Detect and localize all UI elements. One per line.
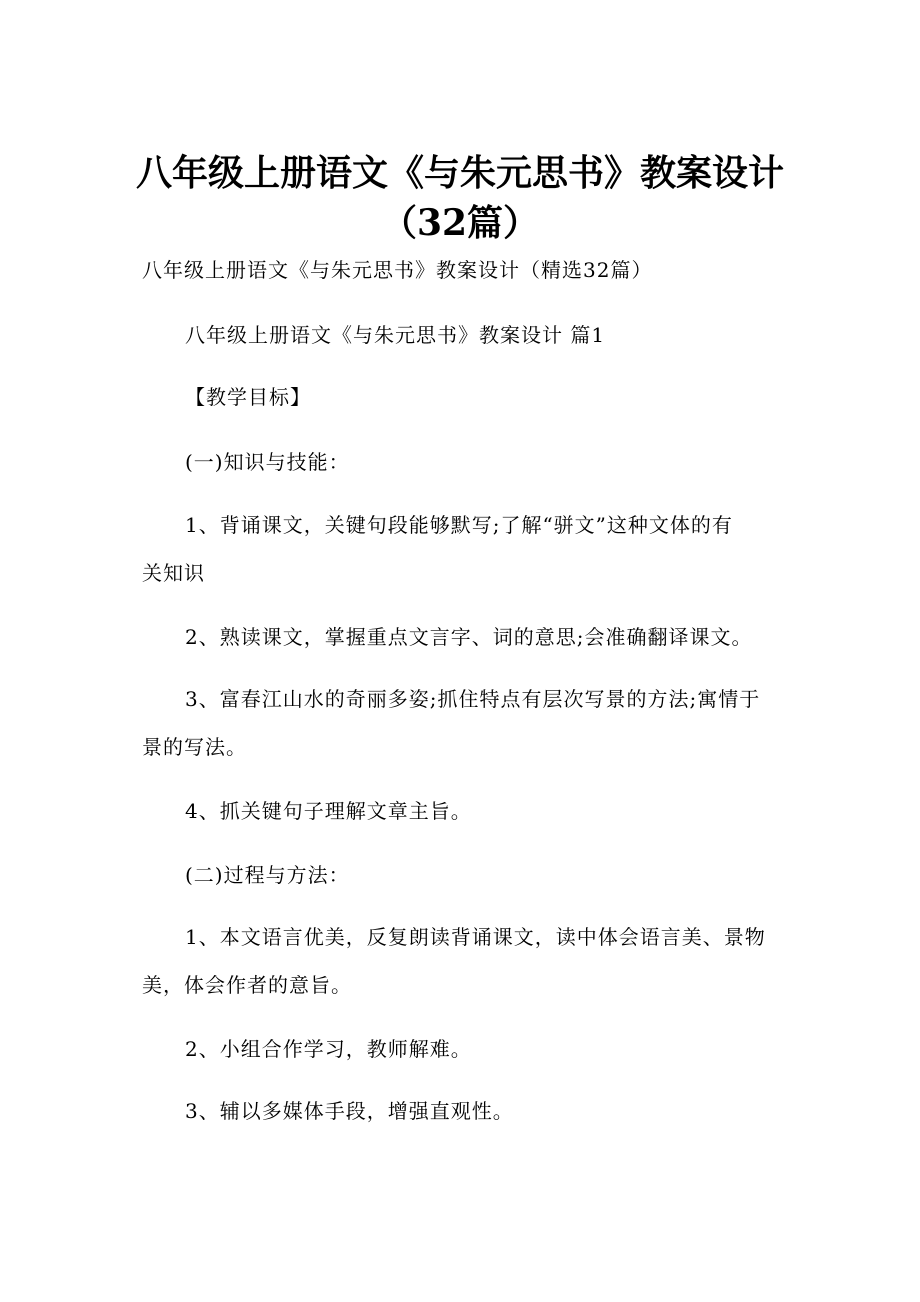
knowledge-heading: (一)知识与技能： xyxy=(185,450,350,474)
process-item-2: 2、小组合作学习，教师解难。 xyxy=(185,1037,472,1061)
knowledge-item-4: 4、抓关键句子理解文章主旨。 xyxy=(185,799,472,823)
document-title-line-1: 八年级上册语文《与朱元思书》教案设计 xyxy=(135,152,784,194)
document-subtitle: 八年级上册语文《与朱元思书》教案设计（精选32篇） xyxy=(142,258,653,282)
process-item-1-line-1: 1、本文语言优美，反复朗读背诵课文，读中体会语言美、景物 xyxy=(185,925,766,949)
process-item-3: 3、辅以多媒体手段，增强直观性。 xyxy=(185,1099,514,1123)
knowledge-item-2: 2、熟读课文，掌握重点文言字、词的意思;会准确翻译课文。 xyxy=(185,625,753,649)
process-item-1-line-2: 美，体会作者的意旨。 xyxy=(142,973,352,997)
section-heading: 八年级上册语文《与朱元思书》教案设计 篇1 xyxy=(185,323,606,347)
objectives-heading: 【教学目标】 xyxy=(185,385,311,409)
process-heading: (二)过程与方法： xyxy=(185,863,350,887)
knowledge-item-3-line-1: 3、富春江山水的奇丽多姿;抓住特点有层次写景的方法;寓情于 xyxy=(185,687,761,711)
knowledge-item-3-line-2: 景的写法。 xyxy=(142,735,247,759)
knowledge-item-1-line-1: 1、背诵课文，关键句段能够默写;了解“骈文”这种文体的有 xyxy=(185,513,733,537)
knowledge-item-1-line-2: 关知识 xyxy=(142,561,205,585)
document-title-line-2: （32篇） xyxy=(380,202,540,244)
